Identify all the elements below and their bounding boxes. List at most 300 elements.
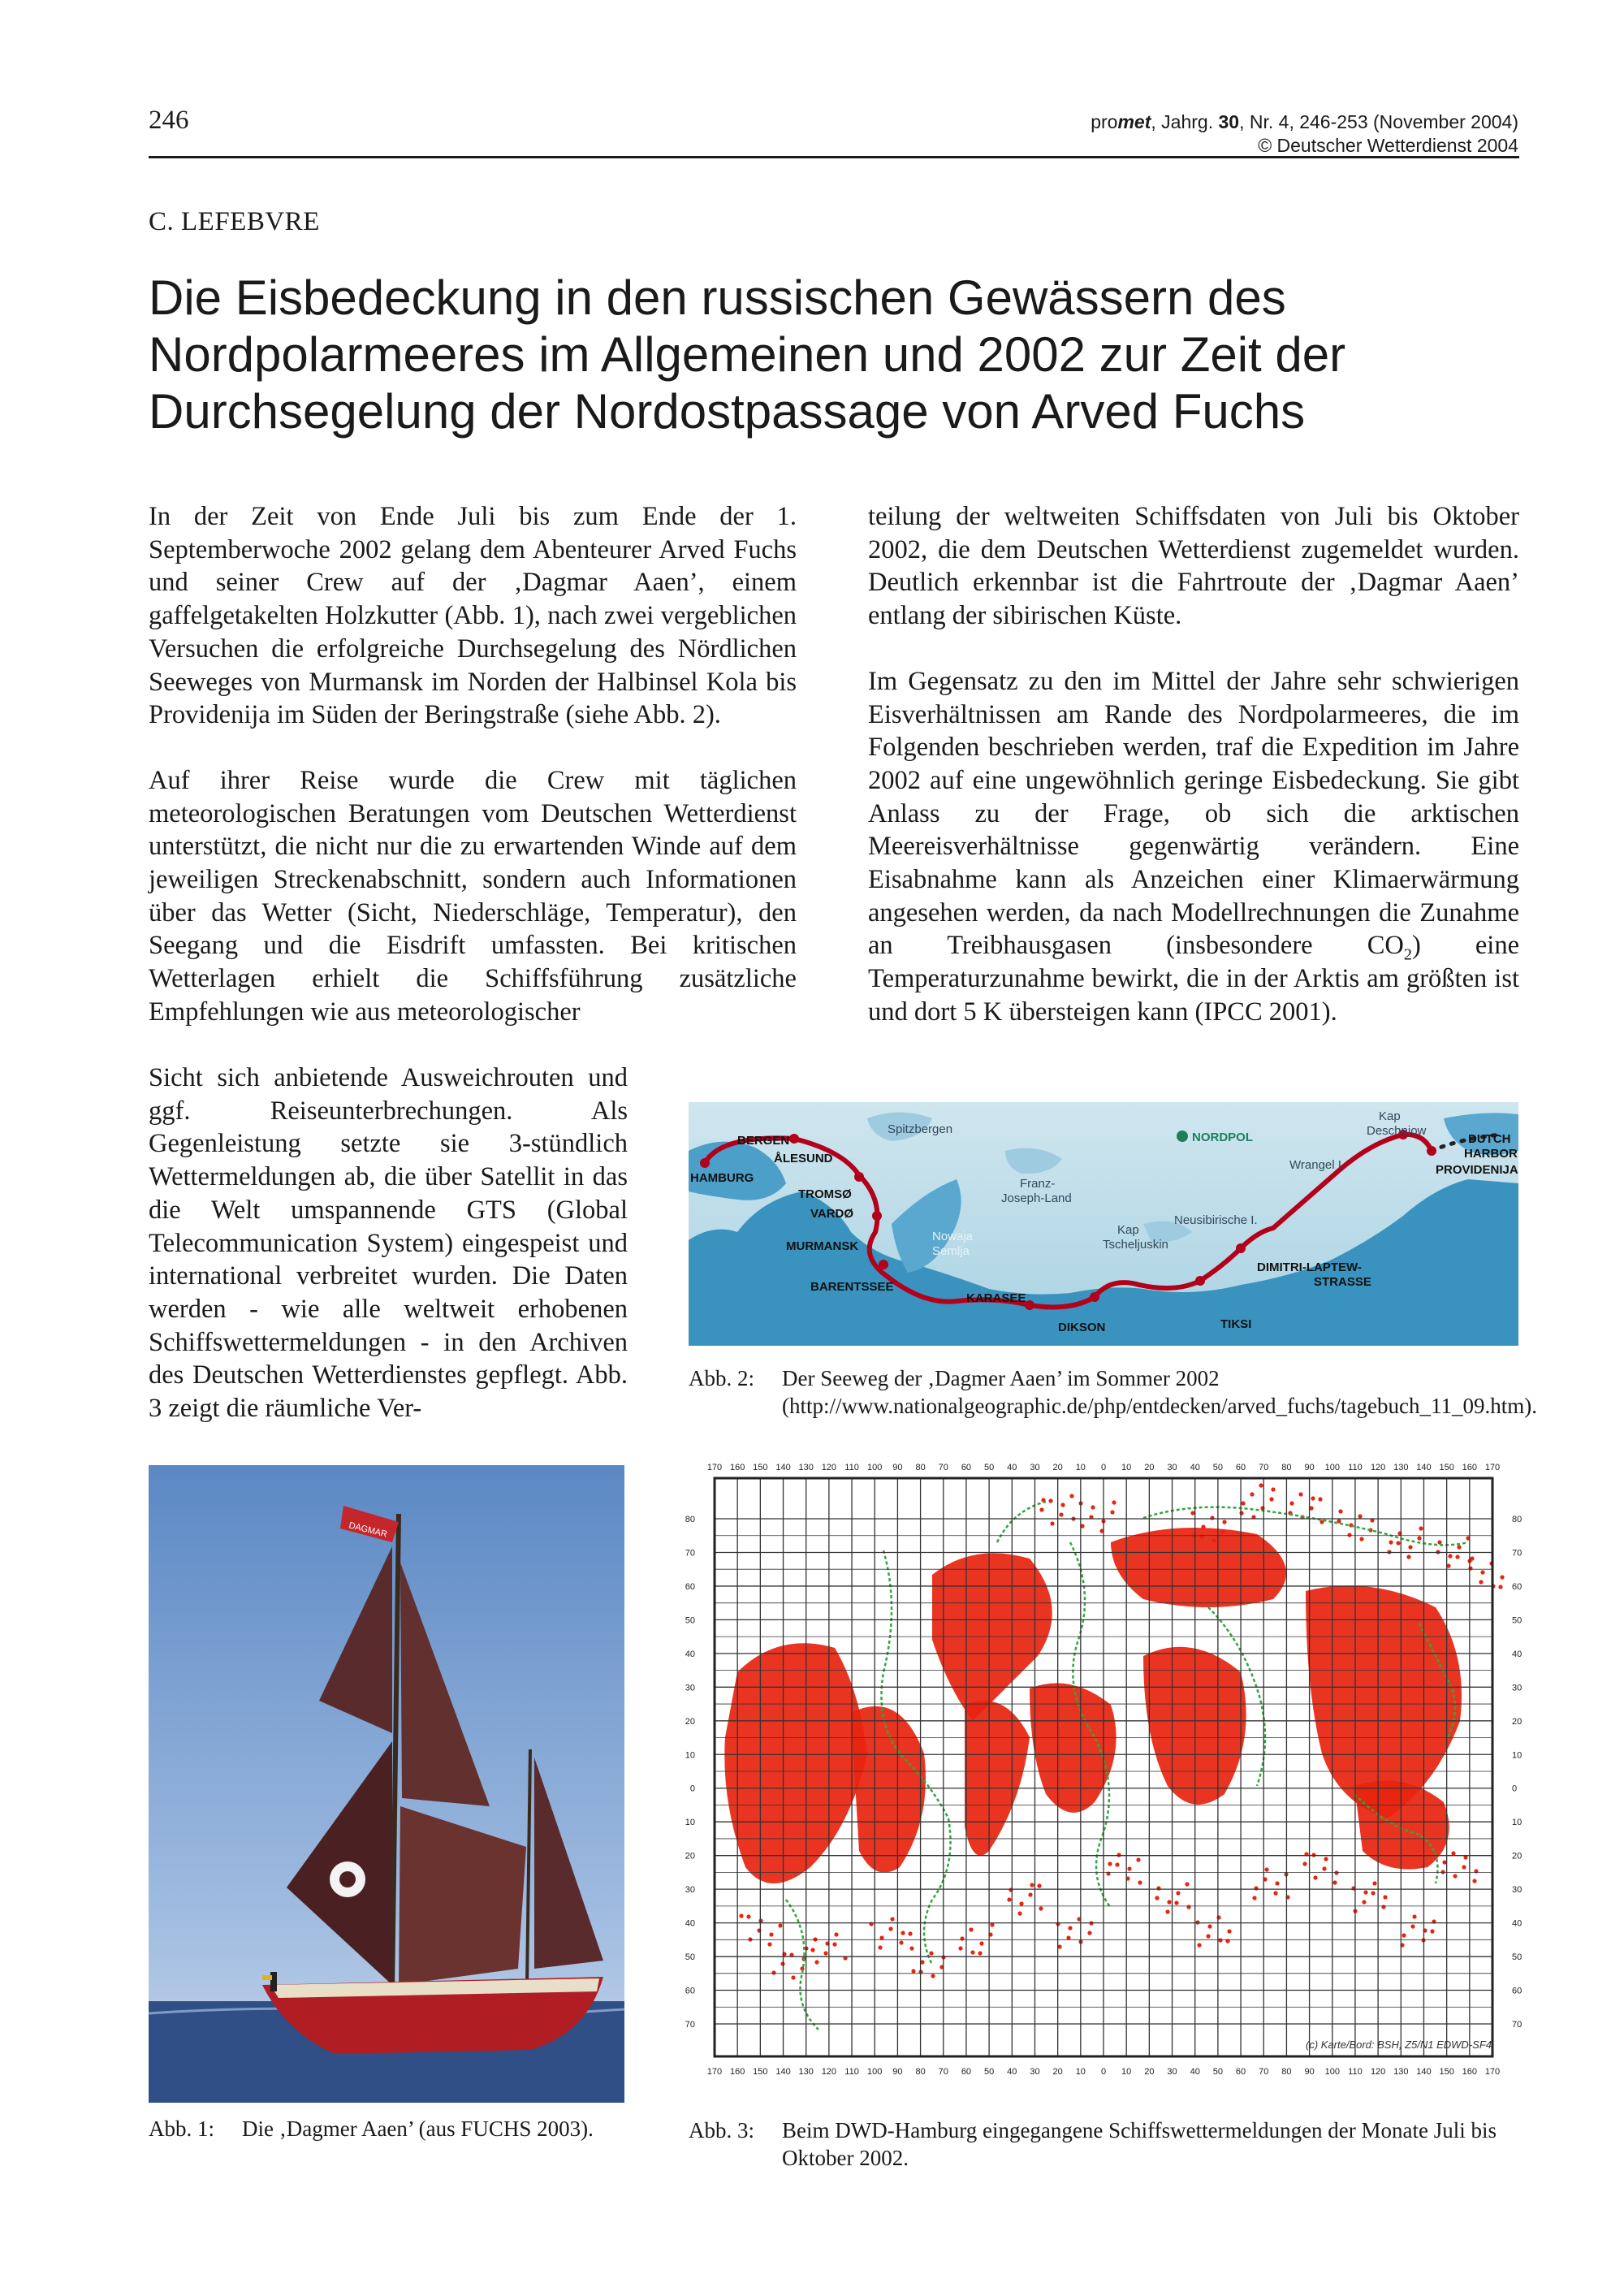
ship-report-dot: [1334, 1870, 1338, 1874]
ship-report-dot: [911, 1969, 915, 1973]
ship-report-dot: [1472, 1879, 1476, 1883]
journal-rest-2: , Nr. 4, 246-253 (November 2004): [1239, 111, 1518, 132]
ship-report-dot: [1165, 1909, 1169, 1913]
paragraph-1: In der Zeit von Ende Juli bis zum Ende der 1. Septemberwoche 2002 gelang dem Abenteurer Arved Fuchs und seiner Crew auf der ‚Dagmar Aaen’, einem gaffelgetakelten Holzkutter (Abb. 1), nach zwei vergeblichen Versuchen die erfolgreiche Durchsegelung des Nördlichen Seeweges von Murmansk im Norden der Halbinsel Kola bis Providenija im Süden der Beringstraße (siehe Abb. 2).: [149, 502, 797, 730]
ship-report-dot: [1381, 1905, 1385, 1909]
ship-report-dot: [834, 1932, 838, 1936]
lat-tick-right: 20: [1512, 1851, 1522, 1861]
ship-report-dot: [1190, 1511, 1194, 1515]
ship-report-dot: [1030, 1883, 1034, 1887]
article-title: Die Eisbedeckung in den russischen Gewässern des Nordpolarmeeres im Allgemeinen und 2002 zur Zeit der Durchsegelung der Nordostpassage von Arved Fuchs: [149, 270, 1346, 439]
figure-2-caption: [689, 1364, 1537, 1420]
ship-report-dot: [1066, 1935, 1070, 1939]
ship-reports-map-figure: [685, 1445, 1525, 2095]
lat-tick-right: 10: [1512, 1818, 1522, 1828]
page-number: 246: [149, 106, 189, 135]
lon-tick-bottom: 160: [729, 2067, 745, 2077]
lon-tick-top: 90: [892, 1463, 903, 1472]
label-dutch-1: DUTCH: [1468, 1132, 1511, 1146]
ship-report-dot: [1259, 1483, 1263, 1487]
label-kap-tsch-1: Kap: [1117, 1223, 1139, 1237]
label-alesund: ÅLESUND: [774, 1152, 833, 1165]
figure-1-label: Abb. 1:: [149, 2117, 214, 2141]
lon-tick-top: 50: [983, 1463, 995, 1472]
lon-tick-bottom: 170: [706, 2067, 723, 2077]
lon-tick-bottom: 150: [1439, 2067, 1454, 2077]
ship-report-dot: [878, 1945, 882, 1949]
lat-tick-right: 30: [1512, 1885, 1522, 1896]
ship-report-dot: [1480, 1570, 1484, 1574]
stop-murmansk: [879, 1260, 888, 1269]
lat-tick-left: 40: [685, 1918, 695, 1929]
journal-volume: 30: [1218, 111, 1240, 132]
lon-tick-bottom: 110: [844, 2067, 859, 2077]
ship-report-dot: [1068, 1926, 1072, 1930]
ship-report-dot: [1110, 1510, 1114, 1514]
lon-tick-bottom: 90: [892, 2067, 903, 2077]
lat-tick-left: 60: [685, 1986, 695, 1996]
lon-tick-top: 100: [1324, 1463, 1340, 1472]
ship-report-dot: [1115, 1862, 1119, 1866]
lon-tick-top: 140: [775, 1463, 791, 1472]
ship-report-dot: [901, 1931, 905, 1935]
ship-report-dot: [1241, 1501, 1245, 1505]
lat-tick-left: 80: [685, 1515, 695, 1524]
label-barentssee: BARENTSSEE: [810, 1280, 894, 1294]
lon-tick-bottom: 50: [983, 2067, 995, 2077]
ship-report-dot: [1127, 1866, 1131, 1870]
author: C. LEFEBVRE: [149, 207, 320, 236]
lat-tick-right: 0: [1512, 1784, 1518, 1794]
co2-subscript: 2: [1403, 945, 1412, 964]
ship-report-dot: [1396, 1541, 1400, 1545]
lon-tick-top: 170: [706, 1463, 723, 1472]
label-nowaja-1: Nowaja: [932, 1230, 974, 1243]
lon-tick-top: 80: [915, 1463, 926, 1472]
text-column-left: [149, 500, 797, 1062]
lat-tick-right: 60: [1512, 1581, 1522, 1592]
ship-report-dot: [1359, 1537, 1363, 1541]
lon-tick-top: 130: [798, 1463, 814, 1472]
ship-report-dot: [1372, 1881, 1376, 1885]
ship-report-dot: [739, 1913, 743, 1918]
ship-report-dot: [1185, 1882, 1189, 1886]
ship-report-dot: [1362, 1900, 1366, 1904]
lon-tick-top: 90: [1304, 1463, 1315, 1472]
paragraph-2: Auf ihrer Reise wurde die Crew mit täglichen meteorologischen Beratungen vom Deutschen Wetterdienst unterstützt, die nicht nur die zu erwartenden Winde auf dem jeweiligen Streckenabschnitt, sondern auch Informationen über das Wetter (Sicht, Niederschläge, Temperatur), den Seegang und die Eisdrift umfassten. Bei kritischen Wetterlagen erhielt die Schiffsführung zusätzliche Empfehlungen wie aus meteorologischer: [149, 765, 797, 1027]
label-bergen: BERGEN: [737, 1134, 790, 1148]
lon-tick-top: 130: [1393, 1463, 1409, 1472]
ship-report-dot: [1039, 1507, 1043, 1511]
ship-report-dot: [791, 1975, 795, 1979]
ship-report-dot: [832, 1942, 836, 1946]
stop-vardo: [872, 1211, 882, 1221]
journal-em: met: [1117, 111, 1151, 132]
lon-tick-top: 10: [1121, 1463, 1132, 1472]
ship-report-dot: [1059, 1512, 1063, 1516]
lon-tick-bottom: 40: [1007, 2067, 1017, 2077]
ship-report-dot: [1220, 1529, 1224, 1533]
ship-report-dot: [1087, 1931, 1091, 1935]
journal-rest-1: , Jahrg.: [1151, 111, 1219, 132]
header-rule: [149, 156, 1519, 158]
lon-tick-top: 110: [1348, 1463, 1363, 1472]
lat-tick-right: 50: [1512, 1615, 1522, 1626]
ship-report-dot: [1227, 1929, 1231, 1933]
lat-tick-left: 40: [685, 1649, 695, 1659]
label-tromso: TROMSØ: [798, 1187, 852, 1201]
lon-tick-bottom: 10: [1075, 2067, 1086, 2077]
lon-tick-bottom: 150: [753, 2067, 768, 2077]
ship-report-dot: [909, 1946, 914, 1950]
ship-report-dot: [1402, 1933, 1406, 1937]
lat-tick-left: 20: [685, 1851, 695, 1861]
ship-report-dot: [1167, 1900, 1171, 1904]
ship-report-dot: [1410, 1924, 1415, 1928]
ship-report-dot: [1212, 1538, 1216, 1542]
lat-tick-right: 10: [1512, 1750, 1522, 1761]
ship-report-dot: [929, 1951, 933, 1955]
lon-tick-bottom: 100: [1324, 2067, 1340, 2077]
ship-report-dot: [1430, 1929, 1434, 1933]
ship-report-dot: [1007, 1897, 1011, 1901]
lon-tick-top: 40: [1190, 1463, 1200, 1472]
label-tiksi: TIKSI: [1220, 1317, 1252, 1331]
lon-tick-bottom: 130: [798, 2067, 814, 2077]
lon-tick-top: 150: [753, 1463, 768, 1472]
ship-report-dot: [823, 1951, 827, 1955]
ship-report-dot: [1250, 1492, 1254, 1496]
figure-2-label: Abb. 2:: [689, 1366, 754, 1390]
label-murmansk: MURMANSK: [786, 1239, 859, 1253]
lon-tick-top: 10: [1075, 1463, 1086, 1472]
label-kap-deschnjow-2: Deschnjow: [1367, 1124, 1427, 1138]
ship-report-dot: [1389, 1540, 1393, 1544]
lon-tick-top: 120: [821, 1463, 837, 1472]
ship-report-dot: [1252, 1896, 1256, 1900]
lon-tick-top: 70: [938, 1463, 948, 1472]
ship-report-dot: [1412, 1914, 1416, 1918]
ship-report-dot: [1313, 1875, 1317, 1879]
lon-tick-bottom: 60: [1235, 2067, 1246, 2077]
lat-tick-right: 40: [1512, 1918, 1522, 1929]
ship-report-dot: [899, 1940, 903, 1944]
lon-tick-top: 160: [729, 1463, 745, 1472]
ship-report-dot: [978, 1951, 982, 1955]
paragraph-4-text-end: ) eine Temperaturzunahme bewirkt, die in der Arktis am größten ist und dort 5 K übersteigen kann (IPCC 2001).: [868, 931, 1519, 1027]
ship-report-dot: [1332, 1880, 1337, 1884]
ship-report-dot: [1453, 1874, 1457, 1878]
figure-3-text: Beim DWD-Hamburg eingegangene Schiffswettermeldungen der Monate Juli bis Oktober 2002.: [782, 2118, 1497, 2170]
ship-report-dot: [769, 1932, 773, 1936]
lon-tick-bottom: 140: [1416, 2067, 1432, 2077]
ship-report-dot: [908, 1931, 912, 1935]
lon-tick-bottom: 60: [961, 2067, 972, 2077]
label-dikson: DIKSON: [1058, 1321, 1106, 1334]
lon-tick-top: 160: [1462, 1463, 1478, 1472]
ship-report-dot: [958, 1946, 962, 1950]
longitude-ticks-top: [707, 1463, 1500, 1472]
paragraph-2-continued: Sicht sich anbietende Ausweichrouten und ggf. Reiseunterbrechungen. Als Gegenleistung setzte sie 3-stündlich Wettermeldungen ab, die über Satellit in das die Welt umspannende GTS (Global Telecommunication System) eingespeist und international verbreitet wurden. Die Daten werden - wie alle weltweit erhobenen Schiffswettermeldungen - in den Archiven des Deutschen Wetterdienstes gepflegt. Abb. 3 zeigt die räumliche Ver-: [149, 1063, 628, 1424]
ship-report-dot: [1311, 1853, 1315, 1857]
lon-tick-bottom: 30: [1030, 2067, 1040, 2077]
journal-prefix: pro: [1091, 111, 1118, 132]
ship-report-dot: [1048, 1498, 1052, 1503]
ship-photo-figure: [149, 1465, 624, 2103]
lon-tick-top: 80: [1281, 1463, 1292, 1472]
ship-report-dot: [810, 1948, 814, 1952]
lon-tick-top: 20: [1052, 1463, 1063, 1472]
lon-tick-bottom: 40: [1190, 2067, 1200, 2077]
lon-tick-bottom: 160: [1462, 2067, 1478, 2077]
ship-report-dot: [1108, 1861, 1112, 1866]
ship-report-dot: [1222, 1520, 1226, 1524]
ship-report-dot: [1069, 1494, 1073, 1498]
lon-tick-top: 50: [1212, 1463, 1224, 1472]
stern-flag-pole: [270, 1972, 277, 1991]
lon-tick-top: 60: [961, 1463, 972, 1472]
lon-tick-bottom: 10: [1121, 2067, 1132, 2077]
ship-report-dot: [1462, 1865, 1466, 1869]
ship-report-dot: [1457, 1545, 1461, 1549]
map-credit: (c) Karte/Bord: BSH, Z5/N1 EDWD-SF4: [1306, 2039, 1492, 2051]
ship-report-dot: [1136, 1857, 1140, 1861]
ship-report-dot: [888, 1926, 892, 1931]
lon-tick-bottom: 140: [775, 2067, 791, 2077]
ship-report-dot: [1358, 1514, 1362, 1518]
lon-tick-bottom: 20: [1144, 2067, 1155, 2077]
lon-tick-bottom: 130: [1393, 2067, 1409, 2077]
ship-report-dot: [1417, 1536, 1421, 1540]
lon-tick-bottom: 80: [915, 2067, 926, 2077]
ship-report-dot: [1017, 1911, 1021, 1915]
stop-dimitri: [1236, 1243, 1246, 1253]
lat-tick-right: 40: [1512, 1649, 1522, 1659]
lon-tick-top: 40: [1007, 1463, 1017, 1472]
ship-report-dot: [1406, 1554, 1410, 1559]
ship-report-dot: [778, 1923, 782, 1927]
lon-tick-bottom: 50: [1212, 2067, 1224, 2077]
ship-report-dot: [1116, 1853, 1121, 1857]
figure-1-text: Die ‚Dagmer Aaen’ (aus FUCHS 2003).: [242, 2117, 594, 2141]
ship-report-dot: [1019, 1901, 1023, 1905]
ship-report-dot: [1311, 1496, 1315, 1500]
lat-tick-right: 50: [1512, 1952, 1522, 1963]
lon-tick-bottom: 120: [1370, 2067, 1386, 2077]
lat-tick-right: 20: [1512, 1716, 1522, 1727]
label-franz-2: Joseph-Land: [1001, 1191, 1072, 1205]
lon-tick-top: 170: [1484, 1463, 1501, 1472]
lon-tick-bottom: 90: [1304, 2067, 1315, 2077]
ship-report-dot: [1199, 1534, 1203, 1538]
ship-report-dot: [1383, 1895, 1387, 1899]
ship-report-dot: [979, 1941, 983, 1945]
lon-tick-bottom: 170: [1484, 2067, 1501, 2077]
ship-report-dot: [1028, 1892, 1032, 1896]
ship-report-dot: [1437, 1540, 1441, 1544]
lon-tick-top: 30: [1167, 1463, 1177, 1472]
label-hamburg: HAMBURG: [690, 1171, 754, 1185]
lat-tick-left: 50: [685, 1615, 695, 1626]
ship-report-dot: [1239, 1511, 1243, 1515]
lon-tick-bottom: 110: [1348, 2067, 1363, 2077]
lat-tick-left: 30: [685, 1885, 695, 1896]
lon-tick-top: 30: [1030, 1463, 1040, 1472]
lon-tick-top: 100: [867, 1463, 883, 1472]
ship-report-dot: [1324, 1857, 1328, 1861]
stop-bergen: [789, 1134, 799, 1144]
ship-report-dot: [1186, 1905, 1190, 1909]
lon-tick-bottom: 20: [1052, 2067, 1063, 2077]
flag-text: DAGMAR: [348, 1520, 389, 1540]
lon-tick-top: 150: [1439, 1463, 1454, 1472]
lat-tick-left: 70: [685, 2020, 695, 2030]
lat-tick-right: 30: [1512, 1683, 1522, 1693]
ship-report-dot: [1347, 1533, 1351, 1537]
lat-tick-left: 50: [685, 1952, 695, 1963]
ship-report-dot: [1201, 1524, 1205, 1529]
ship-report-dot: [1470, 1556, 1474, 1560]
ship-report-dot: [1498, 1585, 1502, 1589]
text-column-left-narrow: [149, 1062, 628, 1458]
paragraph-3: teilung der weltweiten Schiffsdaten von Juli bis Oktober 2002, die dem Deutschen Wetterdienst zugemeldet wurden. Deutlich erkennbar ist die Fahrtroute der ‚Dagmar Aaen’ entlang der sibirischen Küste.: [868, 502, 1519, 631]
ship-report-dot: [1264, 1867, 1268, 1871]
ship-report-dot: [1298, 1492, 1302, 1496]
lat-tick-right: 80: [1512, 1515, 1522, 1524]
lon-tick-bottom: 70: [938, 2067, 948, 2077]
figure-3-caption: [689, 2117, 1525, 2172]
ship-report-dot: [1050, 1521, 1054, 1525]
stop-tromso: [854, 1172, 864, 1182]
journal-reference: [1091, 110, 1518, 134]
ship-report-dot: [1448, 1554, 1452, 1558]
ship-report-dot: [1408, 1545, 1412, 1549]
ship-report-dot: [1275, 1881, 1279, 1885]
label-nordpol: NORDPOL: [1192, 1131, 1253, 1144]
ship-report-dot: [1474, 1869, 1478, 1873]
text-column-right: [868, 500, 1519, 1062]
ship-report-dot: [1218, 1938, 1222, 1942]
ship-report-dot: [814, 1960, 818, 1964]
ship-report-dot: [1442, 1860, 1446, 1864]
lat-tick-right: 70: [1512, 2020, 1522, 2030]
ship-report-dot: [1037, 1883, 1041, 1887]
journal-copyright: © Deutscher Wetterdienst 2004: [1258, 135, 1518, 156]
ship-report-dot: [1039, 1906, 1043, 1910]
ship-report-dot: [931, 1974, 935, 1978]
label-neusibirische: Neusibirische I.: [1174, 1213, 1258, 1227]
ship-report-dot: [1156, 1886, 1160, 1890]
ship-report-dot: [1254, 1886, 1258, 1890]
stern-flag: [262, 1975, 272, 1980]
ship-report-dot: [1155, 1896, 1159, 1900]
paragraph-4: [868, 665, 1519, 1029]
ship-report-dot: [1138, 1880, 1142, 1884]
lon-tick-top: 60: [1235, 1463, 1246, 1472]
ship-report-dot: [1273, 1891, 1277, 1895]
lon-tick-bottom: 30: [1167, 2067, 1177, 2077]
longitude-ticks-bottom: [707, 2067, 1500, 2077]
lat-tick-right: 70: [1512, 1548, 1522, 1559]
paragraph-4-text: Im Gegensatz zu den im Mittel der Jahre sehr schwierigen Eisverhältnissen am Rande des Nordpolarmeeres, die im Folgenden beschrieben werden, traf die Expedition im Jahre 2002 auf eine ungewöhnlich geringe Eisbedeckung. Sie gibt Anlass zu der Frage, ob sich die arktischen Meereisverhältnisse gegenwärtig verändern. Eine Eisabnahme kann als Anzeichen einer Klimaerwärmung angesehen werden, da nach Modellrechnungen die Zunahme an Treibhausgasen (insbesondere CO: [868, 666, 1519, 961]
ship-report-dot: [1363, 1890, 1367, 1894]
ship-report-dot: [1322, 1866, 1326, 1870]
ship-report-dot: [1207, 1924, 1212, 1928]
stop-karasee: [1025, 1300, 1034, 1310]
ship-report-dot: [1174, 1900, 1178, 1905]
stop-providenija: [1427, 1146, 1436, 1156]
label-kap-tsch-2: Tscheljuskin: [1103, 1238, 1168, 1252]
ship-report-dot: [1197, 1943, 1201, 1947]
lat-tick-left: 30: [685, 1683, 695, 1693]
ship-report-dot: [1091, 1505, 1095, 1509]
stop-hamburg: [700, 1158, 710, 1168]
ship-report-dot: [1455, 1554, 1459, 1559]
ship-report-dot: [746, 1914, 750, 1918]
ship-report-dot: [1419, 1526, 1423, 1530]
label-wrangel: Wrangel I.: [1289, 1158, 1345, 1172]
lat-tick-left: 60: [685, 1581, 695, 1592]
lon-tick-top: 110: [844, 1463, 859, 1472]
figure-1-caption: [149, 2115, 668, 2143]
figure-2-text: Der Seeweg der ‚Dagmer Aaen’ im Sommer 2002 (http://www.nationalgeographic.de/php/entdecken/arved_fuchs/tagebuch_11_09.htm).: [782, 1366, 1537, 1418]
ship-report-dot: [1318, 1497, 1322, 1501]
ship-report-dot: [1302, 1861, 1307, 1866]
lon-tick-top: 70: [1259, 1463, 1269, 1472]
label-spitzbergen: Spitzbergen: [888, 1122, 953, 1136]
label-dimitri-2: STRASSE: [1314, 1275, 1371, 1289]
label-vardo: VARDØ: [810, 1207, 854, 1221]
ship-report-dot: [1371, 1891, 1375, 1895]
lon-tick-bottom: 100: [867, 2067, 883, 2077]
ship-report-dot: [960, 1936, 964, 1940]
lon-tick-top: 20: [1144, 1463, 1155, 1472]
ship-report-dot: [970, 1950, 974, 1954]
lon-tick-bottom: 70: [1259, 2067, 1269, 2077]
ship-report-dot: [890, 1917, 894, 1921]
ship-report-dot: [879, 1935, 883, 1939]
label-karasee: KARASEE: [966, 1291, 1026, 1305]
ship-report-dot: [1210, 1516, 1214, 1520]
lat-tick-left: 20: [685, 1716, 695, 1727]
north-pole-marker: [1177, 1131, 1188, 1142]
ship-report-dot: [771, 1970, 775, 1974]
label-nowaja-2: Semlja: [932, 1244, 970, 1258]
ship-report-dot: [1338, 1509, 1342, 1513]
ship-report-dot: [1289, 1501, 1294, 1505]
ship-report-dot: [1451, 1851, 1455, 1855]
ship-report-dot: [1479, 1580, 1483, 1584]
lat-tick-left: 10: [685, 1818, 695, 1828]
ship-report-dot: [1271, 1487, 1275, 1491]
lat-tick-left: 0: [689, 1784, 695, 1794]
ship-report-dot: [767, 1942, 771, 1946]
lat-tick-left: 70: [685, 1548, 695, 1559]
label-dimitri-1: DIMITRI-LAPTEW-: [1257, 1260, 1362, 1274]
lon-tick-top: 0: [1100, 1463, 1107, 1472]
sail-emblem-center: [339, 1871, 356, 1887]
lon-tick-bottom: 80: [1281, 2067, 1292, 2077]
lon-tick-top: 120: [1370, 1463, 1386, 1472]
ship-report-dot: [1176, 1891, 1180, 1895]
figure-3-label: Abb. 3:: [689, 2118, 754, 2143]
stop-dikson: [1090, 1292, 1099, 1302]
journal-citation: [1091, 110, 1518, 158]
ship-report-dot: [1216, 1915, 1220, 1919]
ship-report-dot: [1269, 1497, 1273, 1501]
stop-tiksi: [1195, 1276, 1205, 1286]
ship-report-dot: [1206, 1934, 1210, 1938]
